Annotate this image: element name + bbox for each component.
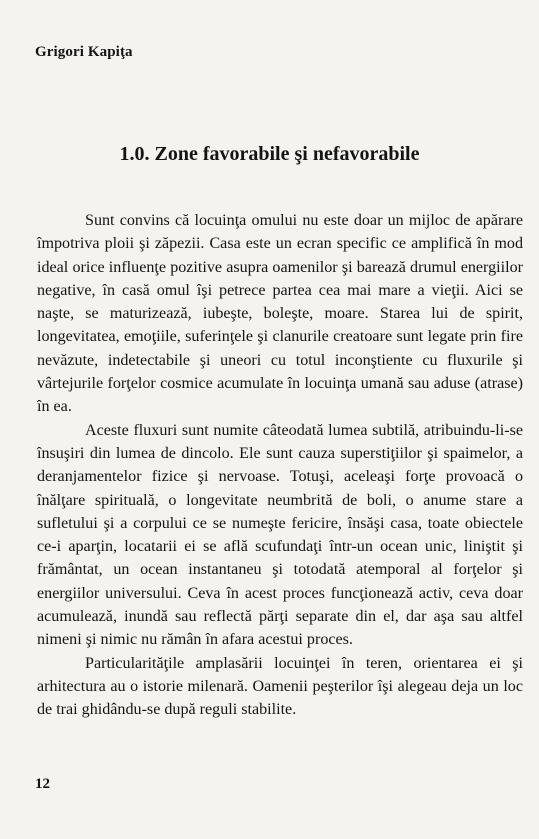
paragraph-1: Sunt convins că locuinţa omului nu este doar un mijloc de apărare împotriva ploii şi zăpezii. Casa este un ecran specific ce amplifică în mod ideal orice influenţe pozitive asupra oamenilor şi barează drumul energiilor negative, în casă omul îşi petrece partea cea mai mare a vieţii. Aici se naşte, se maturizează, iubeşte, boleşte, moare. Starea lui de spirit, longevitatea, emoţiile, suferinţele şi clanurile creatoare sunt legate prin fire nevăzute, indetectabile şi uneori cu totul inconştiente cu fluxurile şi vârtejurile forţelor cosmice acumulate în locuinţa umană sau aduse (atrase) în ea. [37, 212, 523, 416]
paragraph-2: Aceste fluxuri sunt numite câteodată lumea subtilă, atribuindu-li-se însuşiri din lumea de dincolo. Ele sunt cauza superstiţiilor şi spaimelor, a deranjamentelor fizice şi nervoase. Totuşi, aceleaşi forţe provoacă o înălţare spirituală, o longevitate neumbrită de boli, o anume stare a sufletului şi a corpului ce se numeşte fericire, însăşi casa, toate obiectele ce-i aparţin, locatarii ei se află scufundaţi într-un ocean unic, liniştit şi frământat, un ocean instantaneu şi totodată atemporal al forţelor şi energiilor universului. Ceva în acest proces funcţionează activ, ceva doar acumulează, inundă sau reflectă părţi separate din el, dar aşa sau altfel nimeni şi nimic nu rămân în afara acestui proces. [37, 421, 523, 649]
paragraph-3: Particularităţile amplasării locuinţei în teren, orientarea ei şi arhitectura au o istorie milenară. Oamenii peşterilor îşi alegeau deja un loc de trai ghidându-se după reguli stabilite. [37, 654, 523, 719]
body-text [37, 209, 523, 722]
section-title: 1.0. Zone favorabile şi nefavorabile [119, 143, 420, 165]
running-header-author: Grigori Kapiţa [35, 44, 133, 60]
page-number: 12 [35, 776, 50, 792]
